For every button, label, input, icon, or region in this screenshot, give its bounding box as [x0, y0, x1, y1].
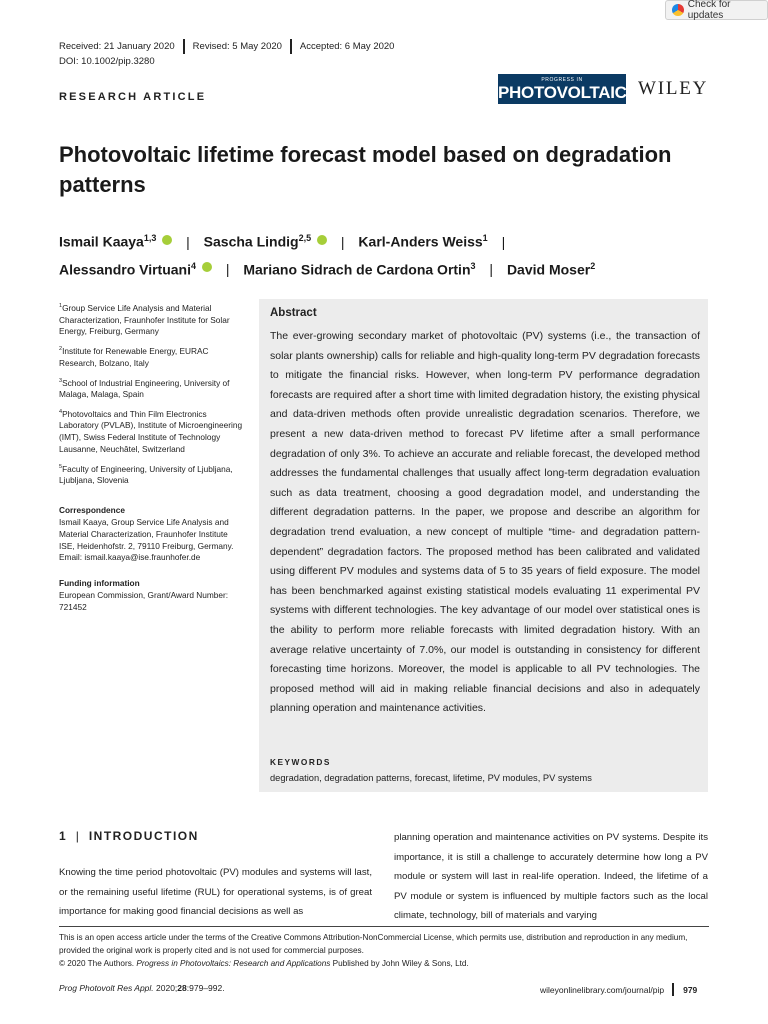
journal-logo-name: PHOTOVOLTAICS: [498, 83, 638, 102]
affiliation-item: [59, 301, 244, 338]
crossmark-icon: [672, 4, 684, 16]
author-affil-sup: 3: [470, 260, 476, 271]
affiliation-text: Faculty of Engineering, University of Ljubljana, Ljubljana, Slovenia: [59, 463, 233, 486]
affiliation-item: [59, 462, 244, 487]
section-number: 1: [59, 829, 66, 843]
article-dates: [59, 39, 394, 54]
author-affil-sup: 4: [191, 260, 197, 271]
orcid-icon[interactable]: [162, 235, 172, 245]
affiliations-panel: [59, 301, 244, 620]
check-for-updates-label: Check for updates: [687, 0, 731, 21]
keywords-heading: KEYWORDS: [270, 757, 331, 767]
journal-logo-prefix: PROGRESS IN: [541, 77, 583, 83]
divider: [290, 39, 292, 54]
copyright-prefix: © 2020 The Authors.: [59, 959, 137, 968]
article-title: Photovoltaic lifetime forecast model based on degradation patterns: [59, 142, 672, 197]
section-heading-introduction: [59, 829, 199, 843]
citation-pages: :979–992.: [186, 983, 225, 993]
abstract-text: The ever-growing secondary market of photovoltaic (PV) systems (i.e., the transaction of solar plants ownership) calls for reliable and high-quality long-term PV degradation forecasts to mitigate the financial risks. However, when long-term PV performance degradation forecasts are required after a short time with limited degradation history, the existing physical and data-driven methods often provide unrealistic degradation scenarios. Therefore, we present a new data-driven method to forecast PV lifetime after a small performance degradation of only 3%. To achieve an accurate and reliable forecast, the developed method addresses the fundamental challenges that usually affect long-term degradation evaluation such as data treatment, choosing a good degradation model, and understanding the different degradation patterns. In the paper, we propose and describe an algorithm for degradation trend evaluation, a new concept of multiple “time- and degradation pattern-dependent” degradation factors. The proposed method has been calibrated and validated using different PV modules and systems data of 5 to 35 years of field exposure. The model has been benchmarked against existing statistical models evaluating 11 experimental PV systems with different technologies. The key advantage of our model over statistical ones is the ability to perform more reliable forecasts with limited degradation history. With an average relative uncertainty of 7.0%, our model is outstanding in consistency for different forecasting time horizons. Moreover, the model is applicable to all PV technologies. The proposed method will aid in making reliable financial decisions and also in adequately planning operation and maintenance activities.: [270, 330, 700, 715]
author-name[interactable]: Sascha Lindig: [203, 233, 299, 250]
author-name[interactable]: Karl-Anders Weiss: [358, 233, 483, 250]
citation-year: 2020;: [153, 983, 178, 993]
author-separator: |: [501, 233, 506, 250]
page-number: 979: [683, 984, 698, 995]
affiliation-sup: 5: [59, 463, 63, 470]
copyright-line: [59, 957, 709, 970]
orcid-icon[interactable]: [202, 262, 212, 272]
copyright-journal: Progress in Photovoltaics: Research and Applications: [136, 959, 331, 968]
affiliation-text: Institute for Renewable Energy, EURAC Research, Bolzano, Italy: [59, 345, 209, 368]
author-affil-sup: 1: [482, 233, 488, 243]
author-name[interactable]: David Moser: [506, 261, 591, 278]
abstract-heading: Abstract: [270, 307, 317, 319]
revised-date: Revised: 5 May 2020: [192, 41, 282, 52]
funding-text: European Commission, Grant/Award Number: 721452: [59, 589, 229, 612]
accepted-date: Accepted: 6 May 2020: [299, 41, 395, 52]
affiliation-text: Group Service Life Analysis and Material Characterization, Fraunhofer Institute for Solar Energy, Freiburg, Germany: [59, 302, 230, 337]
author-affil-sup: 2,5: [298, 233, 312, 243]
affiliation-sup: 2: [59, 346, 63, 353]
affiliation-text: Photovoltaics and Thin Film Electronics Laboratory (PVLAB), Institute of Microengineering (IMT), Swiss Federal Institute of Technology Lausanne, Neuchâtel, Switzerland: [59, 408, 243, 455]
affiliation-item: [59, 344, 244, 369]
author-affil-sup: 2: [590, 260, 596, 271]
correspondence-email[interactable]: Email: ismail.kaaya@ise.fraunhofer.de: [59, 552, 201, 563]
affiliation-sup: 1: [59, 303, 63, 309]
author-line-1: [59, 226, 719, 254]
affiliation-item: [59, 407, 244, 456]
author-name[interactable]: Ismail Kaaya: [59, 233, 144, 250]
divider: [672, 983, 674, 996]
doi-link[interactable]: DOI: 10.1002/pip.3280: [59, 56, 155, 67]
author-affil-sup: 1,3: [143, 233, 157, 243]
journal-url[interactable]: wileyonlinelibrary.com/journal/pip: [540, 984, 665, 995]
license-notice: [59, 931, 709, 970]
affiliation-sup: 3: [59, 377, 63, 384]
author-separator: |: [340, 233, 345, 250]
affiliation-sup: 4: [59, 408, 63, 415]
section-separator: |: [75, 829, 79, 843]
license-text: This is an open access article under the terms of the Creative Commons Attribution-NonCommercial License, which permits use, distribution and reproduction in any medium, provided the original work is properly cited and is not used for commercial purposes.: [59, 933, 688, 955]
intro-right-column: planning operation and maintenance activities on PV systems. Despite its importance, it is still a challenge to accurately determine how long a PV module or system will last in real-life operation. Indeed, the lifetime of a PV module or system is influenced by multiple factors such as the local climate, technology, bill of materials and varying: [394, 832, 708, 921]
correspondence-text: Ismail Kaaya, Group Service Life Analysis and Material Characterization, Fraunhofer Institute ISE, Heidenhofstr. 2, 79110 Freiburg, Germany.: [59, 516, 234, 551]
footnote-divider: [59, 926, 709, 927]
journal-logo: [498, 74, 638, 104]
author-separator: |: [225, 261, 230, 278]
author-list: [59, 226, 719, 281]
keywords-text: degradation, degradation patterns, forecast, lifetime, PV modules, PV systems: [270, 773, 592, 783]
author-name[interactable]: Alessandro Virtuani: [59, 261, 192, 278]
footer-citation: [59, 983, 225, 993]
section-title: INTRODUCTION: [88, 829, 199, 843]
footer-right: [540, 983, 697, 996]
copyright-suffix: Published by John Wiley & Sons, Ltd.: [330, 959, 469, 968]
affiliation-text: School of Industrial Engineering, University of Malaga, Malaga, Spain: [59, 377, 230, 400]
affiliation-item: [59, 376, 244, 401]
citation-journal: Prog Photovolt Res Appl.: [59, 983, 154, 993]
funding-heading: Funding information: [59, 578, 140, 589]
author-separator: |: [489, 261, 494, 278]
article-type: RESEARCH ARTICLE: [59, 91, 207, 103]
divider: [183, 39, 185, 54]
citation-volume: 28: [177, 983, 187, 993]
orcid-icon[interactable]: [317, 235, 327, 245]
author-name[interactable]: Mariano Sidrach de Cardona Ortin: [243, 261, 471, 278]
intro-left-column: Knowing the time period photovoltaic (PV) modules and systems will last, or the remaining useful lifetime (RUL) for operational systems, is of great importance for making good financial decisions as well as: [59, 867, 372, 917]
received-date: Received: 21 January 2020: [59, 41, 175, 52]
author-line-2: [59, 254, 719, 282]
check-for-updates-button[interactable]: [665, 0, 768, 20]
correspondence-heading: Correspondence: [59, 505, 125, 516]
publisher-logo: WILEY: [638, 78, 709, 99]
author-separator: |: [186, 233, 190, 250]
